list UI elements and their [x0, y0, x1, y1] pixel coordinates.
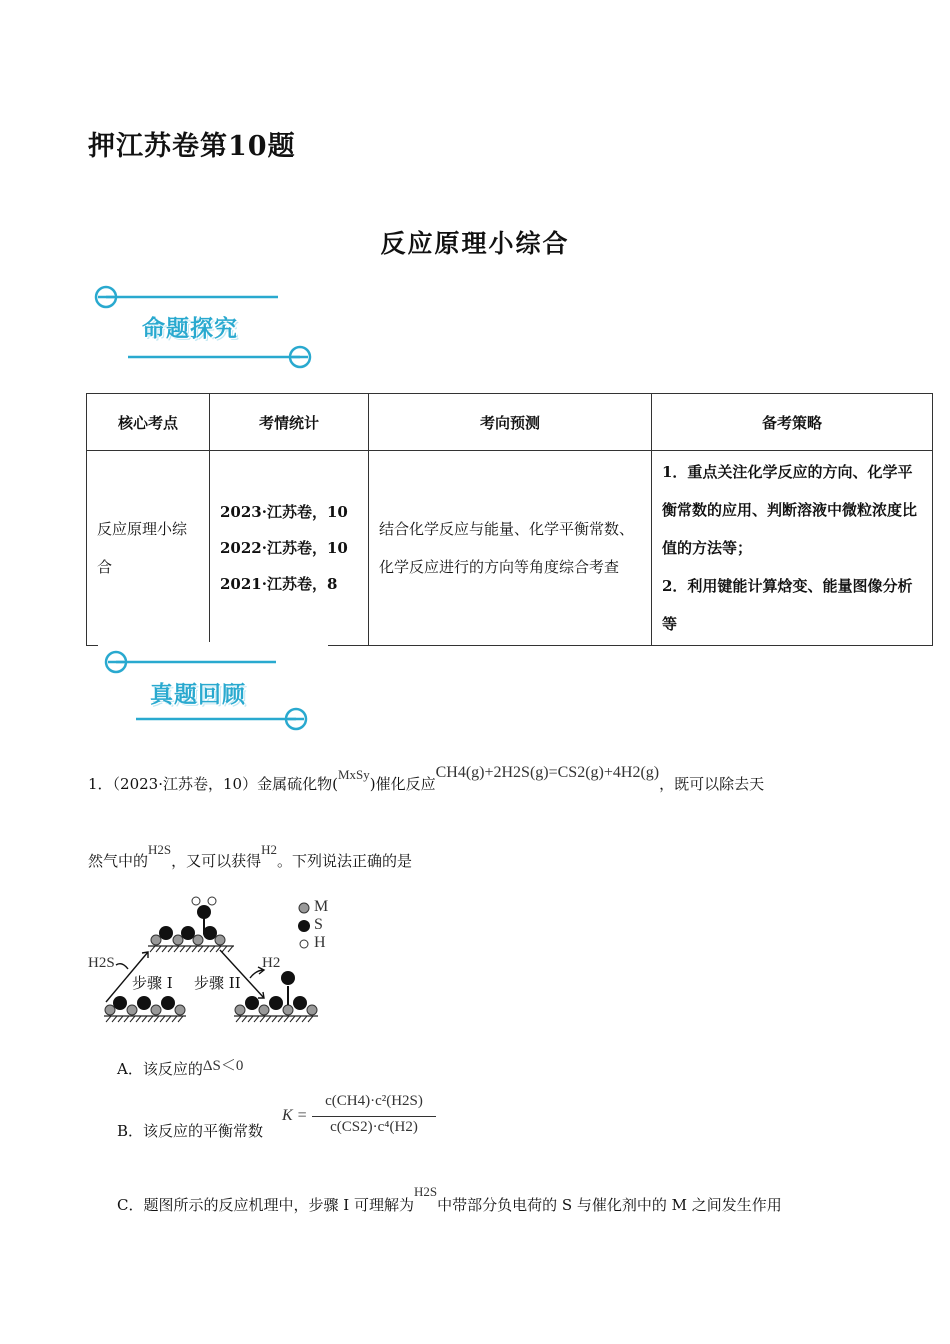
- question-text: )催化反应: [369, 775, 436, 793]
- catalyst-formula: MxSy: [337, 767, 370, 782]
- cell-stats: [210, 451, 369, 646]
- option-b-denominator: c(CS2)·c⁴(H2): [330, 1119, 418, 1135]
- header-forecast: 考向预测: [369, 394, 652, 451]
- question-number: 1．: [88, 775, 113, 793]
- question-line-2: [88, 842, 413, 871]
- fraction-bar: [312, 1116, 436, 1117]
- option-c: [117, 1184, 782, 1215]
- section-banner-review: [98, 642, 338, 732]
- question-line-1: [88, 764, 765, 794]
- question-text: 然气中的: [88, 852, 149, 870]
- info-table: [86, 393, 933, 646]
- question-text: 。下列说法正确的是: [277, 852, 413, 870]
- cell-strategy: [652, 451, 933, 646]
- table-row: [87, 451, 933, 646]
- mechanism-figure: [86, 890, 346, 1028]
- figure-in-label: H2S: [88, 955, 115, 971]
- legend-m-label: M: [314, 898, 329, 915]
- legend-m-icon: [299, 903, 309, 913]
- strategy-line: 2．利用键能计算焓变、能量图像分析等: [662, 577, 913, 633]
- legend-s-icon: [298, 920, 310, 932]
- strategy-line: 1．重点关注化学反应的方向、化学平衡常数的应用、判断溶液中微粒浓度比值的方法等；: [662, 463, 918, 557]
- table-header-row: [87, 394, 933, 451]
- section-banner-exploration: [88, 282, 328, 372]
- header-core: 核心考点: [87, 394, 210, 451]
- option-b-numerator: c(CH4)·c²(H2S): [325, 1093, 423, 1109]
- atom-group-right: [235, 971, 317, 1015]
- formula-h2s: H2S: [148, 842, 172, 857]
- option-b-label: B．该反应的平衡常数: [117, 1122, 264, 1140]
- question-text: 金属硫化物(: [257, 775, 338, 793]
- stat-line: 2021·江苏卷，8: [220, 575, 338, 593]
- option-a-label: A．该反应的: [117, 1060, 203, 1078]
- atom-group-left: [105, 996, 185, 1015]
- stat-line: 2022·江苏卷，10: [220, 539, 348, 557]
- reaction-equation: CH4(g)+2H2S(g)=CS2(g)+4H2(g): [435, 764, 660, 781]
- question-text: ，既可以除去天: [659, 775, 765, 793]
- figure-out-label: H2: [262, 955, 281, 971]
- legend-h-icon: [300, 940, 308, 948]
- option-c-text: 中带部分负电荷的 S 与催化剂中的 M 之间发生作用: [437, 1196, 782, 1214]
- formula-h2: H2: [261, 842, 278, 857]
- header-strategy: 备考策略: [652, 394, 933, 451]
- option-c-label: C．题图所示的反应机理中，步骤 I 可理解为: [117, 1196, 414, 1214]
- question-source: （2023·江苏卷，10）: [112, 775, 258, 793]
- cell-forecast: 结合化学反应与能量、化学平衡常数、化学反应进行的方向等角度综合考查: [369, 451, 652, 646]
- option-a: [117, 1058, 243, 1079]
- cell-core: 反应原理小综合: [87, 451, 210, 646]
- option-a-expr: ΔS＜0: [202, 1058, 244, 1074]
- banner-label: 真题回顾: [150, 682, 246, 708]
- option-c-formula: H2S: [413, 1184, 438, 1199]
- option-b: [117, 1120, 263, 1141]
- atom-group-top: [151, 897, 225, 945]
- legend-h-label: H: [314, 934, 326, 951]
- figure-step2-label: 步骤 II: [194, 974, 241, 992]
- option-b-k: K =: [282, 1107, 308, 1124]
- page-subtitle: 反应原理小综合: [380, 229, 570, 258]
- stat-line: 2023·江苏卷，10: [220, 503, 348, 521]
- question-text: ，又可以获得: [171, 852, 262, 870]
- figure-step1-label: 步骤 I: [132, 974, 173, 992]
- banner-label: 命题探究: [142, 316, 238, 342]
- header-stats: 考情统计: [210, 394, 369, 451]
- legend-s-label: S: [314, 916, 323, 933]
- page-title: 押江苏卷第10题: [88, 131, 296, 162]
